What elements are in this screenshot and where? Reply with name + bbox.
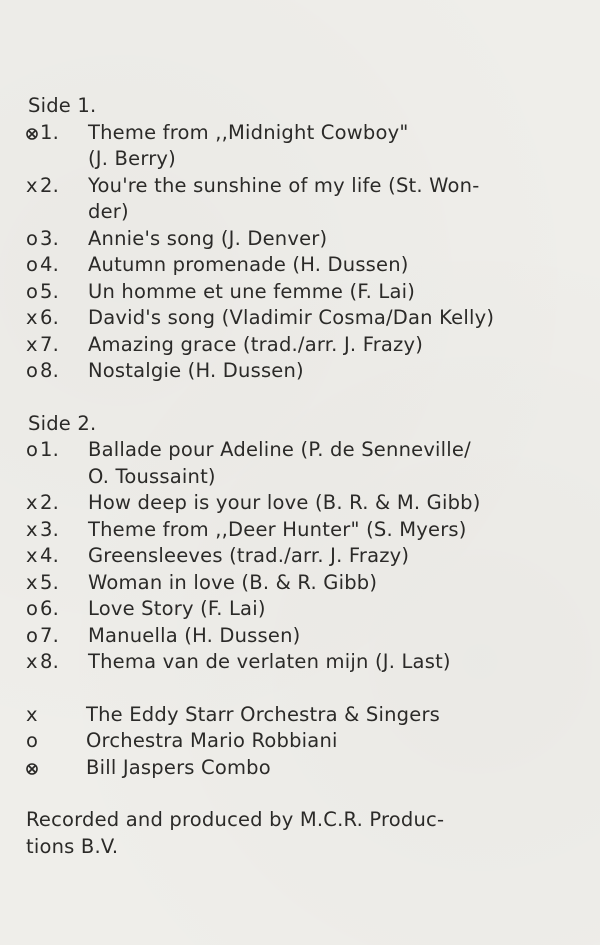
track-row <box>26 226 586 253</box>
side-2-heading: Side 2. <box>28 411 97 435</box>
track-row <box>26 623 586 650</box>
track-title: Manuella (H. Dussen) <box>88 623 301 647</box>
track-row <box>26 358 586 385</box>
o-marker-icon: o <box>26 623 39 647</box>
side-1-heading: Side 1. <box>28 94 97 117</box>
track-title: Ballade pour Adeline (P. de Senneville/ <box>88 438 471 461</box>
track-row <box>26 279 586 306</box>
track-title: You're the sunshine of my life (St. Won- <box>88 173 480 197</box>
track-row <box>26 543 586 570</box>
track-row <box>26 570 586 597</box>
track-number: 7. <box>40 623 60 647</box>
tracklist-card <box>26 93 586 860</box>
o-marker-icon: o <box>26 253 39 276</box>
x-marker-icon: x <box>26 491 38 514</box>
x-marker-icon: x <box>26 570 38 594</box>
track-number: 4. <box>40 544 60 567</box>
track-row <box>26 517 586 544</box>
track-number: 2. <box>40 173 60 197</box>
track-row <box>26 649 586 676</box>
legend-label: The Eddy Starr Orchestra & Singers <box>86 702 441 726</box>
track-title: David's song (Vladimir Cosma/Dan Kelly) <box>88 306 495 329</box>
circled-x-icon <box>26 755 50 782</box>
x-marker-icon: x <box>26 173 38 197</box>
track-title: Thema van de verlaten mijn (J. Last) <box>88 650 451 673</box>
track-number: 5. <box>40 570 60 594</box>
track-row <box>26 490 586 517</box>
track-row <box>26 305 586 332</box>
o-marker-icon: o <box>26 226 39 250</box>
o-marker-icon: o <box>26 359 39 382</box>
track-row <box>26 332 586 359</box>
track-title: Amazing grace (trad./arr. J. Frazy) <box>88 332 424 356</box>
legend-item <box>26 755 586 782</box>
legend-label: Bill Jaspers Combo <box>86 755 271 779</box>
track-title: Theme from ,,Midnight Cowboy" <box>88 120 409 144</box>
legend-item <box>26 702 586 729</box>
track-row <box>26 437 586 464</box>
performer-legend <box>26 702 586 782</box>
track-title: Autumn promenade (H. Dussen) <box>88 253 409 276</box>
track-number: 8. <box>40 650 60 673</box>
track-number: 3. <box>40 226 60 250</box>
x-marker-icon: x <box>26 544 38 567</box>
track-title: Nostalgie (H. Dussen) <box>88 359 304 382</box>
x-marker-icon: x <box>26 306 38 329</box>
track-number: 2. <box>40 491 60 514</box>
o-marker-icon: o <box>26 438 39 461</box>
o-marker-icon: o <box>26 279 39 303</box>
track-row <box>26 173 586 200</box>
track-title: Annie's song (J. Denver) <box>88 226 328 250</box>
x-marker-icon: x <box>26 650 38 673</box>
track-title: Greensleeves (trad./arr. J. Frazy) <box>88 544 410 567</box>
track-title: Woman in love (B. & R. Gibb) <box>88 570 378 594</box>
spacer <box>26 676 586 702</box>
track-title: Love Story (F. Lai) <box>88 597 266 620</box>
x-marker-icon: x <box>26 702 38 726</box>
track-row <box>26 120 586 147</box>
track-number: 6. <box>40 597 60 620</box>
track-title: Un homme et une femme (F. Lai) <box>88 279 416 303</box>
track-title-continued: O. Toussaint) <box>88 464 216 488</box>
track-number: 1. <box>40 438 60 461</box>
track-title-continued: der) <box>88 200 129 223</box>
o-marker-icon: o <box>26 729 39 752</box>
track-number: 3. <box>40 517 60 541</box>
o-marker-icon: o <box>26 597 39 620</box>
spacer <box>26 781 586 807</box>
credits-line-2: tions B.V. <box>26 834 119 858</box>
side-2-tracklist <box>26 437 586 676</box>
track-number: 6. <box>40 306 60 329</box>
credits <box>26 807 586 860</box>
legend-item <box>26 728 586 755</box>
x-marker-icon: x <box>26 517 38 541</box>
track-number: 8. <box>40 359 60 382</box>
track-title: How deep is your love (B. R. & M. Gibb) <box>88 491 481 514</box>
track-row <box>26 596 586 623</box>
legend-label: Orchestra Mario Robbiani <box>86 729 338 752</box>
track-number: 5. <box>40 279 60 303</box>
track-title: Theme from ,,Deer Hunter" (S. Myers) <box>88 517 467 541</box>
side-1-tracklist <box>26 120 586 385</box>
track-row <box>26 252 586 279</box>
spacer <box>26 385 586 411</box>
track-number: 4. <box>40 253 60 276</box>
track-number: 7. <box>40 332 60 356</box>
credits-line-1: Recorded and produced by M.C.R. Produc- <box>26 808 445 831</box>
x-marker-icon: x <box>26 332 38 356</box>
track-title-continued: (J. Berry) <box>88 147 176 170</box>
track-number: 1. <box>40 120 60 144</box>
